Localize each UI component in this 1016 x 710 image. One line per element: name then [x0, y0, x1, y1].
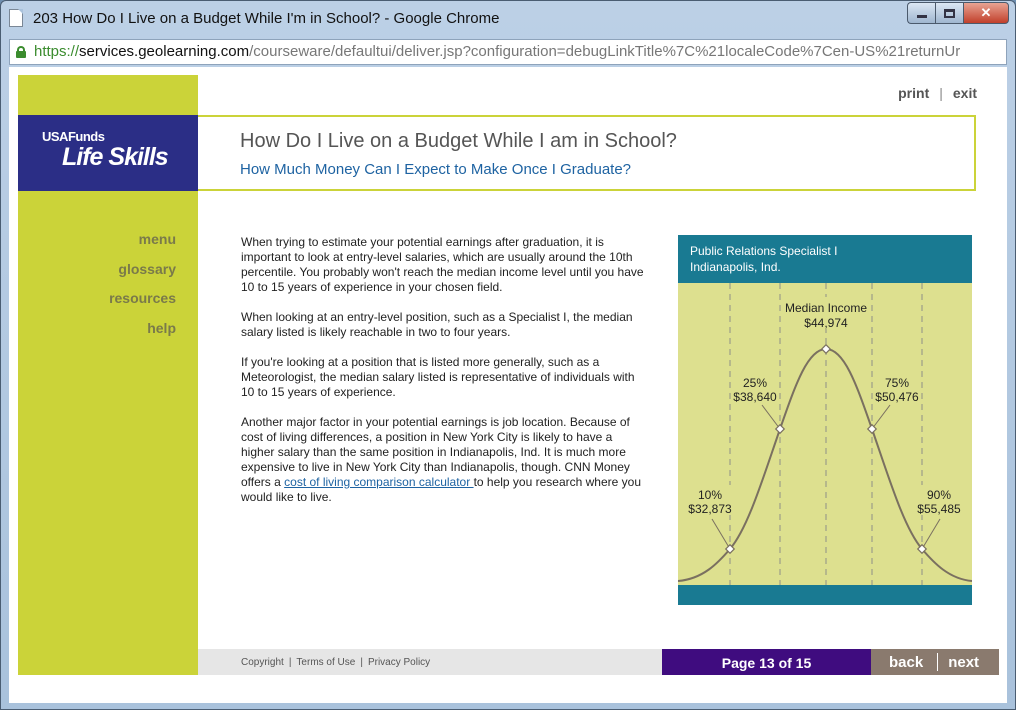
- logo-line2: Life Skills: [62, 143, 168, 171]
- lock-icon: [16, 46, 26, 58]
- terms-link[interactable]: Terms of Use: [296, 657, 356, 668]
- copyright-link[interactable]: Copyright: [241, 657, 284, 668]
- p10-value: $32,873: [688, 502, 732, 516]
- lesson-header: [198, 115, 976, 191]
- page-indicator: Page 13 of 15: [662, 649, 871, 675]
- salary-distribution-graph: [678, 283, 972, 585]
- back-button[interactable]: back: [889, 653, 924, 671]
- nav-glossary[interactable]: glossary: [118, 260, 176, 277]
- sidebar-nav: [18, 231, 176, 349]
- footer-sep-1: |: [288, 657, 292, 668]
- window-title: 203 How Do I Live on a Budget While I'm in School? - Google Chrome: [33, 10, 500, 27]
- salary-chart: [678, 235, 972, 605]
- minimize-button[interactable]: [907, 2, 935, 24]
- chart-header: [678, 235, 972, 283]
- nav-menu[interactable]: menu: [138, 231, 176, 247]
- paragraph-3: If you're looking at a position that is listed more generally, such as a Meteorologist, the median salary listed is representative of individuals with 10 to 15 years of experience.: [241, 355, 635, 399]
- address-bar[interactable]: [9, 39, 1007, 65]
- privacy-link[interactable]: Privacy Policy: [367, 657, 431, 668]
- top-links-separator: |: [939, 85, 943, 101]
- top-links: [898, 85, 977, 101]
- paragraph-4-end: to help you research where you would like to live.: [241, 475, 641, 504]
- usafunds-logo: [18, 115, 198, 191]
- chart-title-line1: Public Relations Specialist I: [690, 244, 838, 258]
- p10-label: 10%: [697, 488, 723, 502]
- footer-sep-2: |: [360, 657, 363, 668]
- page-subtitle: How Much Money Can I Expect to Make Once I Graduate?: [240, 161, 632, 178]
- median-label: Median Income: [784, 301, 868, 315]
- page-content: [9, 67, 1007, 703]
- paragraph-4-text: Another major factor in your potential earnings is job location. Because of cost of living differences, a position in New York City is likely to have a higher salary than the same position in Indianapolis, Ind. It is much more expensive to live in New York City than Indianapolis, though. CNN Money offers a: [241, 415, 630, 489]
- p90-label: 90%: [926, 488, 952, 502]
- paragraph-1: When trying to estimate your potential earnings after graduation, it is important to look at entry-level salaries, which are usually around the 10th percentile. You probably won't reach the median income level until you have 10 to 15 years of experience in your chosen field.: [241, 235, 644, 294]
- minimize-icon: [917, 15, 927, 18]
- median-value: $44,974: [804, 316, 848, 330]
- exit-link[interactable]: exit: [952, 85, 977, 101]
- url-path: /courseware/defaultui/deliver.jsp?configuration=debugLinkTitle%7C%21localeCode%7Cen-US%21returnUr: [249, 43, 961, 60]
- p90-value: $55,485: [917, 502, 961, 516]
- page-nav: [871, 649, 999, 675]
- nav-resources[interactable]: resources: [109, 290, 176, 306]
- p75-value: $50,476: [875, 390, 919, 404]
- window-controls: [907, 2, 1009, 24]
- cost-of-living-link[interactable]: cost of living comparison calculator: [284, 475, 474, 489]
- logo-line1: USAFunds: [42, 129, 105, 144]
- maximize-icon: [944, 9, 955, 18]
- lesson-text: [241, 235, 646, 520]
- maximize-button[interactable]: [935, 2, 963, 24]
- chart-title-line2: Indianapolis, Ind.: [690, 260, 781, 274]
- p75-label: 75%: [884, 376, 910, 390]
- page-title: How Do I Live on a Budget While I am in School?: [240, 130, 677, 152]
- p25-label: 25%: [742, 376, 768, 390]
- next-button[interactable]: next: [948, 653, 980, 671]
- title-bar: [1, 1, 1015, 37]
- document-icon: [9, 9, 23, 27]
- footer-links: [241, 657, 430, 668]
- url-text[interactable]: [34, 43, 960, 60]
- nav-separator: [937, 653, 938, 671]
- close-icon: ✕: [980, 5, 992, 20]
- chart-footer: [678, 585, 972, 605]
- p25-value: $38,640: [733, 390, 777, 404]
- url-scheme: https://: [34, 43, 80, 60]
- close-button[interactable]: [963, 2, 1009, 24]
- url-host: services.geolearning.com: [79, 43, 250, 60]
- paragraph-4: [241, 415, 646, 505]
- print-link[interactable]: print: [898, 85, 930, 101]
- paragraph-2: When looking at an entry-level position, such as a Specialist I, the median salary listed is likely reachable in two to four years.: [241, 310, 633, 339]
- page-footer: [198, 649, 662, 675]
- nav-help[interactable]: help: [147, 319, 176, 336]
